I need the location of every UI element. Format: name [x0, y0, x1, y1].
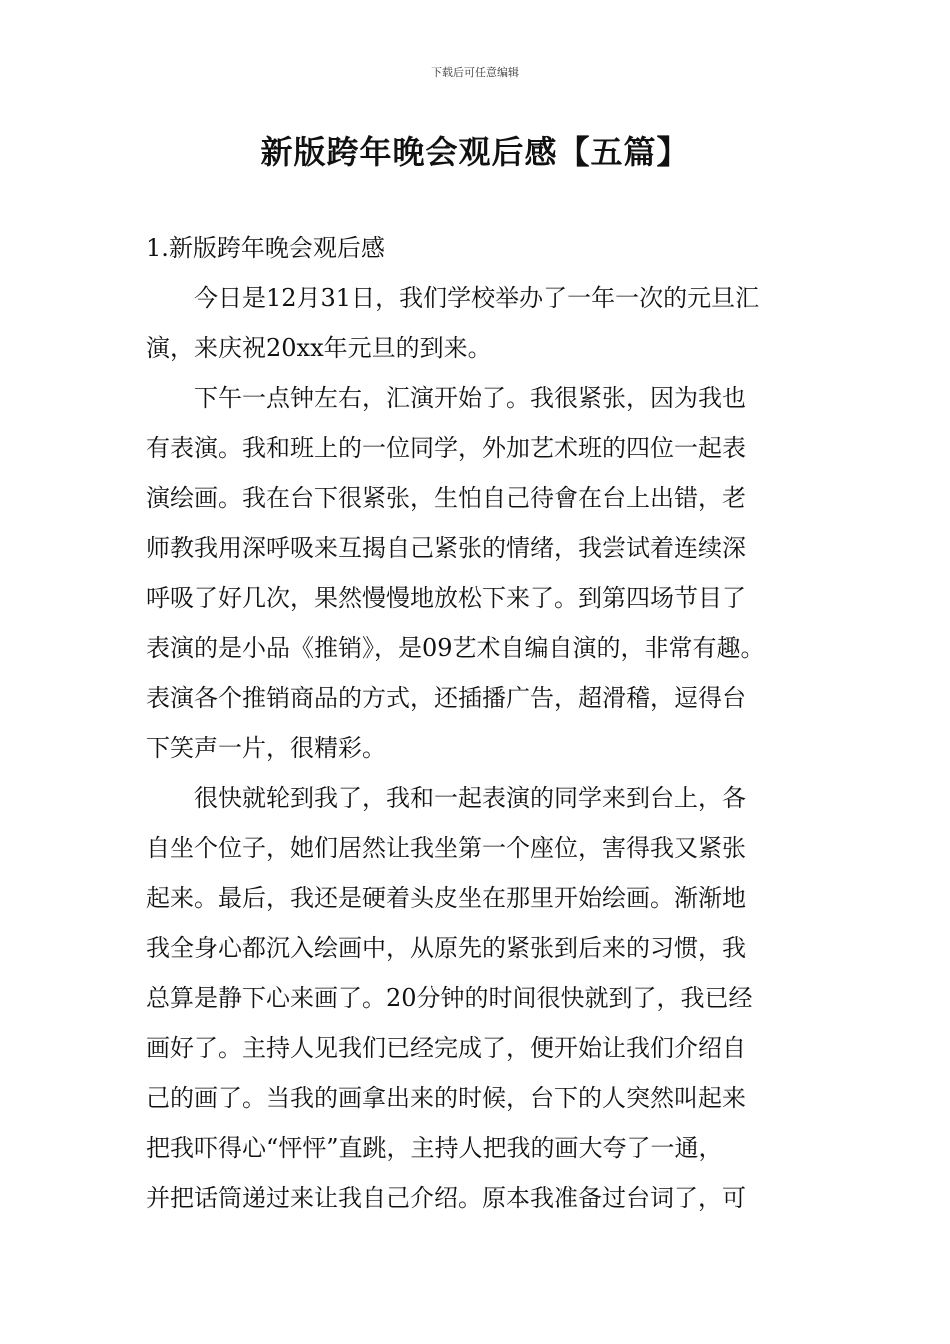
- paragraph-line: 起来。最后，我还是硬着头皮坐在那里开始绘画。渐渐地: [146, 884, 746, 912]
- paragraph-line: 表演的是小品《推销》，是09艺术自编自演的，非常有趣。: [146, 634, 765, 662]
- paragraph-line: 演绘画。我在台下很紧张，生怕自己待會在台上出错，老: [146, 484, 746, 512]
- paragraph-line: 演，来庆祝20xx年元旦的到来。: [146, 334, 492, 362]
- document-title: 新版跨年晚会观后感【五篇】: [260, 133, 690, 171]
- paragraph-line: 有表演。我和班上的一位同学，外加艺术班的四位一起表: [146, 434, 746, 462]
- paragraph-line: 总算是静下心来画了。20分钟的时间很快就到了，我已经: [146, 984, 753, 1012]
- paragraph-line: 下笑声一片，很精彩。: [146, 734, 386, 762]
- paragraph-line: 很快就轮到我了，我和一起表演的同学来到台上，各: [194, 784, 746, 812]
- paragraph-line: 下午一点钟左右，汇演开始了。我很紧张，因为我也: [194, 384, 746, 412]
- paragraph-line: 呼吸了好几次，果然慢慢地放松下来了。到第四场节目了: [146, 584, 746, 612]
- section-heading: 1.新版跨年晚会观后感: [146, 234, 385, 262]
- download-note: 下载后可任意编辑: [431, 66, 519, 79]
- paragraph-line: 我全身心都沉入绘画中，从原先的紧张到后来的习惯，我: [146, 934, 746, 962]
- paragraph-line: 己的画了。当我的画拿出来的时候，台下的人突然叫起来: [146, 1084, 746, 1112]
- paragraph-line: 师教我用深呼吸来互揭自己紧张的情绪，我尝试着连续深: [146, 534, 746, 562]
- paragraph-line: 自坐个位子，她们居然让我坐第一个座位，害得我又紧张: [146, 834, 746, 862]
- paragraph-line: 并把话筒递过来让我自己介绍。原本我准备过台词了，可: [146, 1184, 746, 1212]
- paragraph-line: 今日是12月31日，我们学校举办了一年一次的元旦汇: [194, 284, 760, 312]
- paragraph-line: 画好了。主持人见我们已经完成了，便开始让我们介绍自: [146, 1034, 746, 1062]
- paragraph-line: 表演各个推销商品的方式，还插播广告，超滑稽，逗得台: [146, 684, 746, 712]
- paragraph-line: 把我吓得心“怦怦”直跳，主持人把我的画大夸了一通，: [146, 1134, 723, 1162]
